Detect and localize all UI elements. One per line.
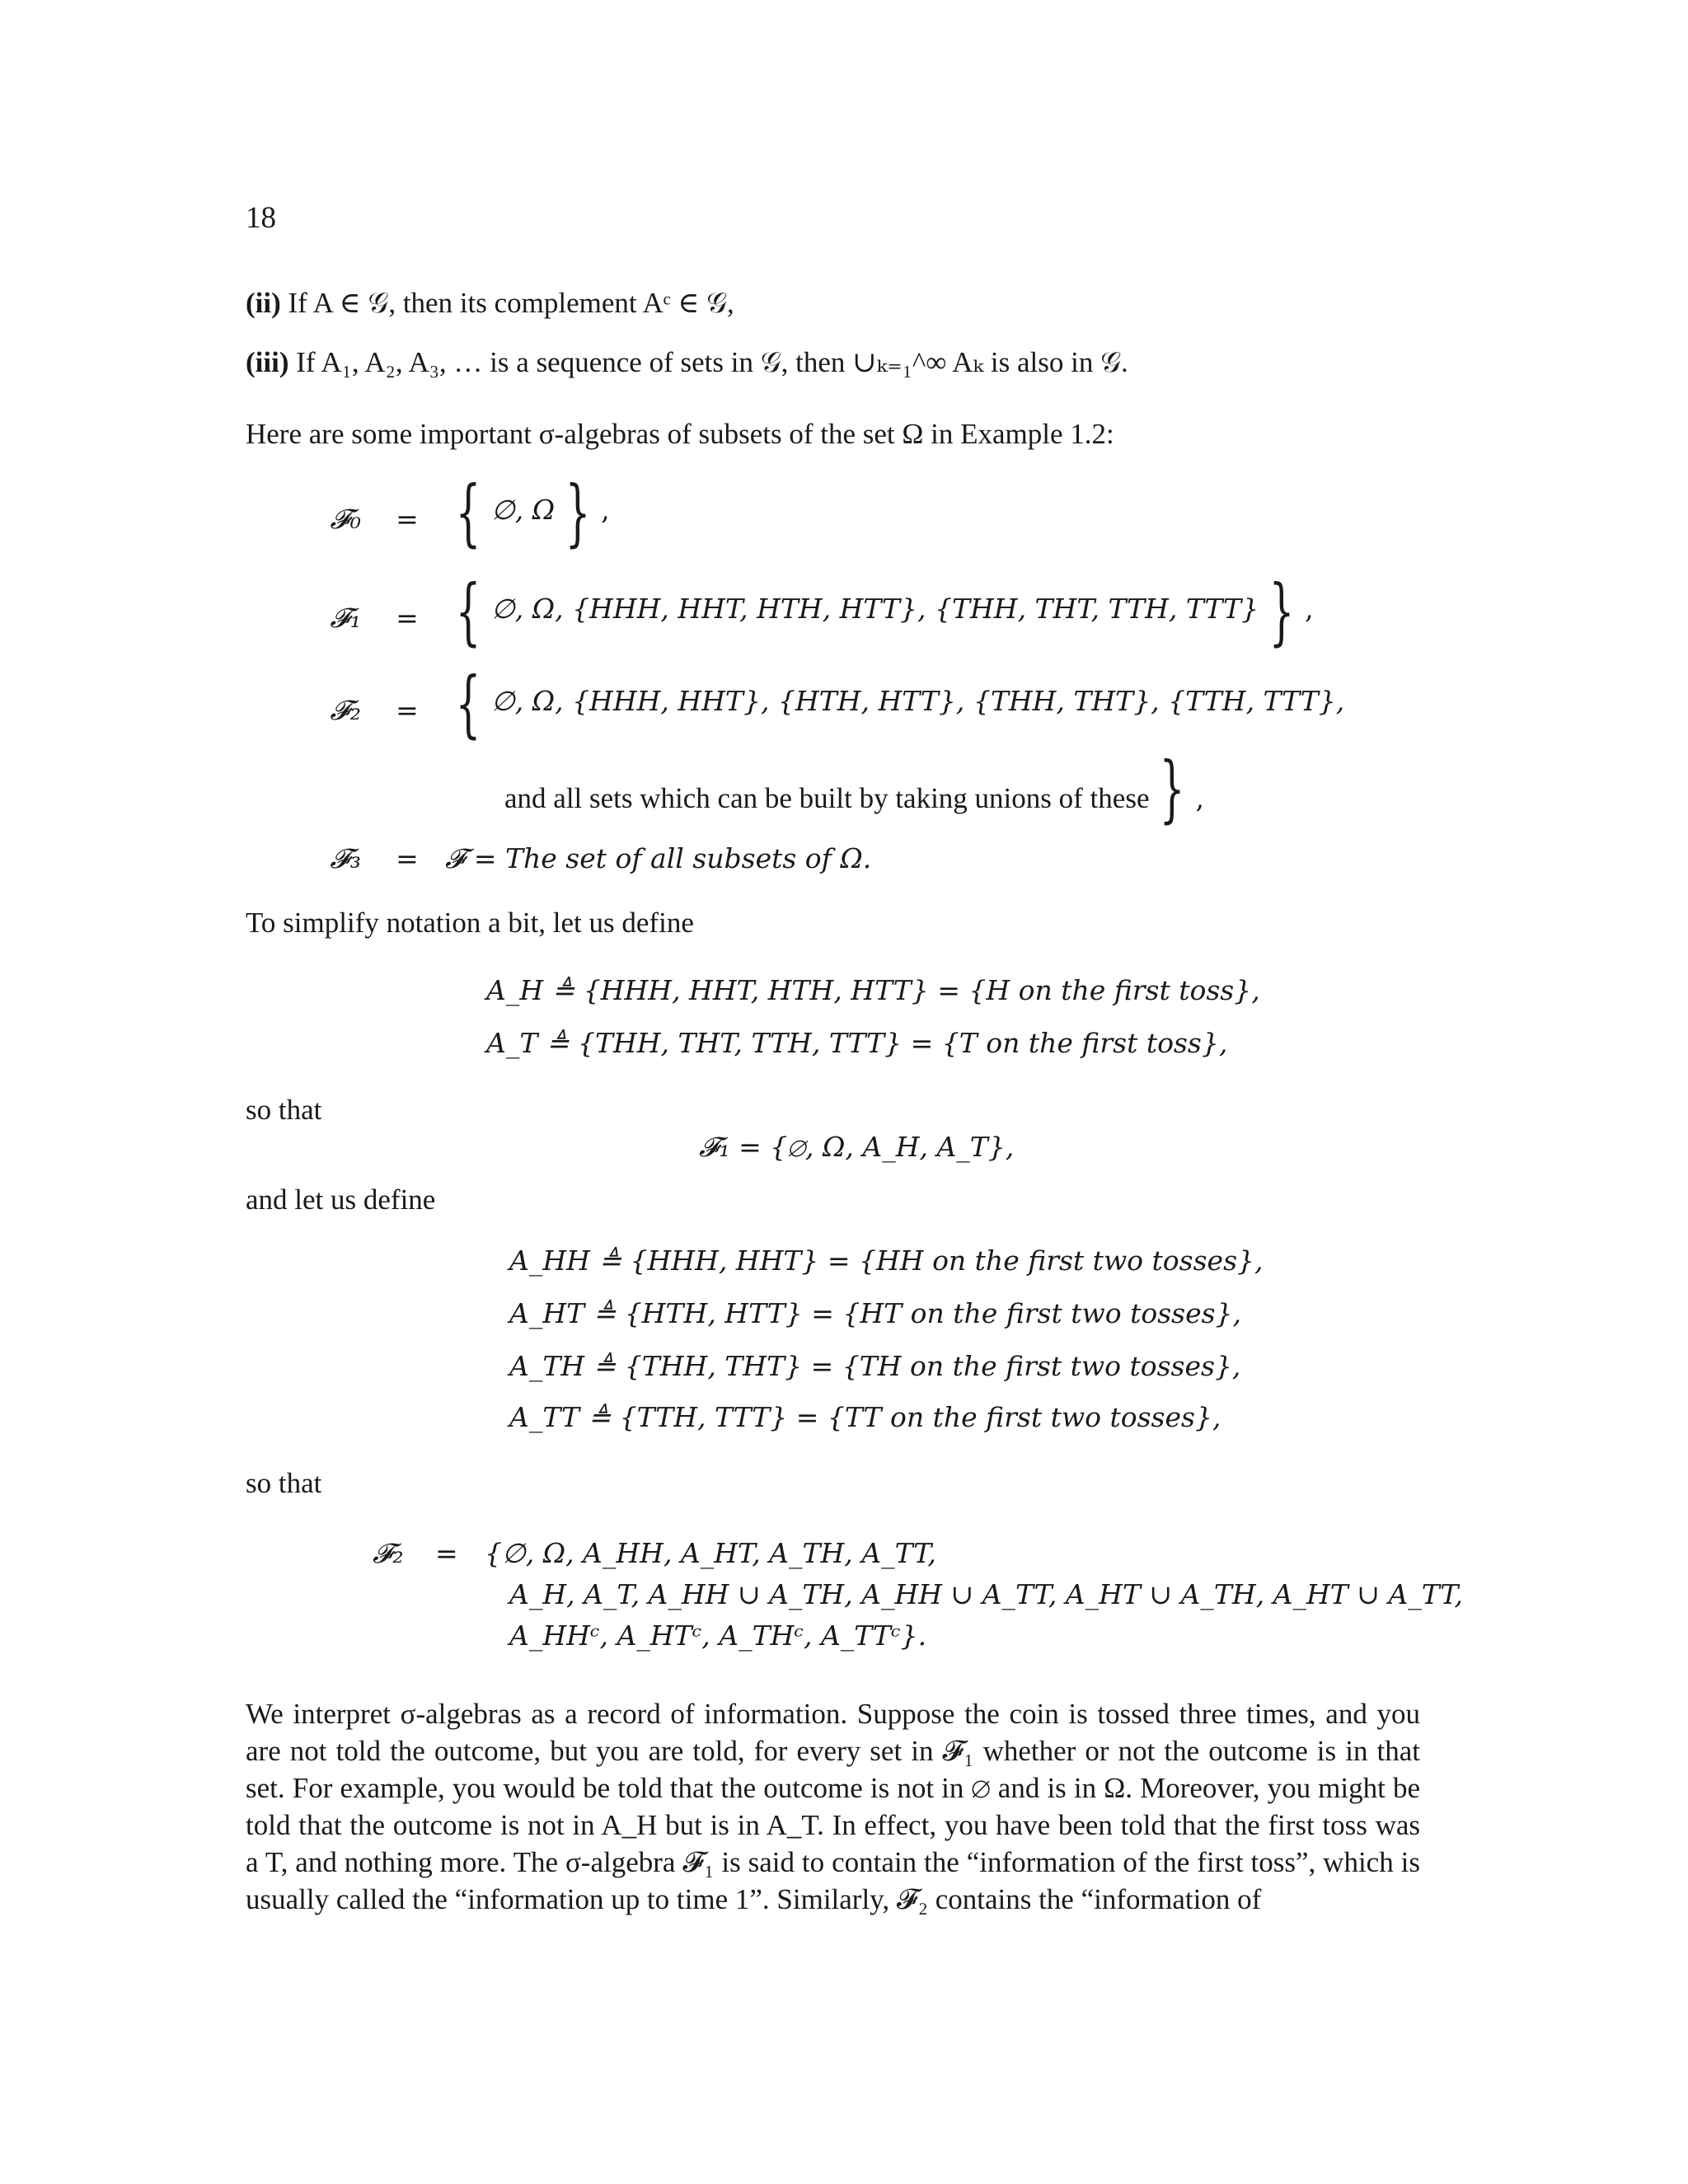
f0-equals: = [396,503,419,535]
axiom-ii-text: If A ∈ 𝒢, then its complement Aᶜ ∈ 𝒢, [288,287,734,319]
f2-right-brace: } [1160,746,1185,831]
aht-definition: A_HT ≜ {HTH, HTT} = {HT on the first two tosses}, [509,1297,1242,1329]
f2-set [445,661,1345,746]
f2-expanded-line3: A_HHᶜ, A_HTᶜ, A_THᶜ, A_TTᶜ}. [509,1619,927,1652]
f2-left-brace: { [455,661,481,746]
f2-cont-text: and all sets which can be built by taking unions of these [504,782,1150,815]
f2-equals: = [396,694,419,726]
f2-lhs: 𝓕₂ [330,694,361,726]
f1-equals: = [396,602,419,634]
f0-set [445,470,610,555]
f1-compact: 𝓕₁ = {∅, Ω, A_H, A_T}, [699,1131,1015,1163]
f1-set [445,569,1314,654]
f3-equals: = [396,842,419,874]
f0-right-brace: } [565,470,591,555]
ath-definition: A_TH ≜ {THH, THT} = {TH on the first two tosses}, [509,1350,1241,1382]
axiom-ii-label: (ii) [246,287,281,319]
f1-right-brace: } [1268,569,1295,654]
f1-left-brace: { [455,569,481,654]
f2-expanded-line1: {∅, Ω, A_HH, A_HT, A_TH, A_TT, [485,1537,936,1569]
axiom-iii-label: (iii) [246,346,289,378]
f0-lhs: 𝓕₀ [330,503,361,535]
page-number: 18 [246,201,276,235]
axiom-iii-text: If A₁, A₂, A₃, … is a sequence of sets in 𝒢, then ∪ₖ₌₁^∞ Aₖ is also in 𝒢. [296,346,1128,378]
f2-expanded-lhs: 𝓕₂ [373,1537,404,1569]
f2-expanded-equals: = [435,1537,458,1569]
axiom-ii [246,287,734,320]
simplify-text: To simplify notation a bit, let us define [246,907,694,939]
at-definition: A_T ≜ {THH, THT, TTH, TTT} = {T on the first toss}, [486,1027,1228,1059]
axiom-iii [246,346,1128,379]
f1-rhs: ∅, Ω, {HHH, HHT, HTH, HTT}, {THH, THT, TTH, TTT} [491,593,1259,626]
f2-comma: , [1195,782,1204,815]
f2-expanded-line2: A_H, A_T, A_HH ∪ A_TH, A_HH ∪ A_TT, A_HT ∪ A_TH, A_HT ∪ A_TT, [509,1578,1463,1610]
f0-left-brace: { [455,470,481,555]
att-definition: A_TT ≜ {TTH, TTT} = {TT on the first two tosses}, [509,1401,1221,1433]
f0-rhs: ∅, Ω [491,494,556,527]
f2-rhs: ∅, Ω, {HHH, HHT}, {HTH, HTT}, {THH, THT}, {TTH, TTT}, [491,685,1345,718]
ah-definition: A_H ≜ {HHH, HHT, HTH, HTT} = {H on the first toss}, [486,974,1260,1006]
f1-lhs: 𝓕₁ [330,602,361,634]
f3-rhs: 𝓕 = The set of all subsets of Ω. [445,842,872,874]
f0-comma: , [601,494,610,527]
closing-paragraph: We interpret σ-algebras as a record of information. Suppose the coin is tossed three times, and you are not told the outcome, but you are told, for every set in 𝓕₁ whether or not the outcome is in that set. For example, you would be told that the outcome is not in ∅ and is in Ω. Moreover, you might be told that the outcome is not in A_H but is in A_T. In effect, you have been told that the first toss was a T, and nothing more. The σ-algebra 𝓕₁ is said to contain the “information of the first toss”, which is usually called the “information up to time 1”. Similarly, 𝓕₂ contains the “information of [246,1698,1420,1915]
f1-comma: , [1305,593,1314,626]
and-define-text: and let us define [246,1183,436,1216]
intro-text: Here are some important σ-algebras of subsets of the set Ω in Example 1.2: [246,418,1114,450]
f3-lhs: 𝓕₃ [330,842,361,874]
so-that-2: so that [246,1467,322,1499]
ahh-definition: A_HH ≜ {HHH, HHT} = {HH on the first two tosses}, [509,1244,1264,1277]
so-that-1: so that [246,1094,322,1126]
f2-continuation [504,746,1204,831]
